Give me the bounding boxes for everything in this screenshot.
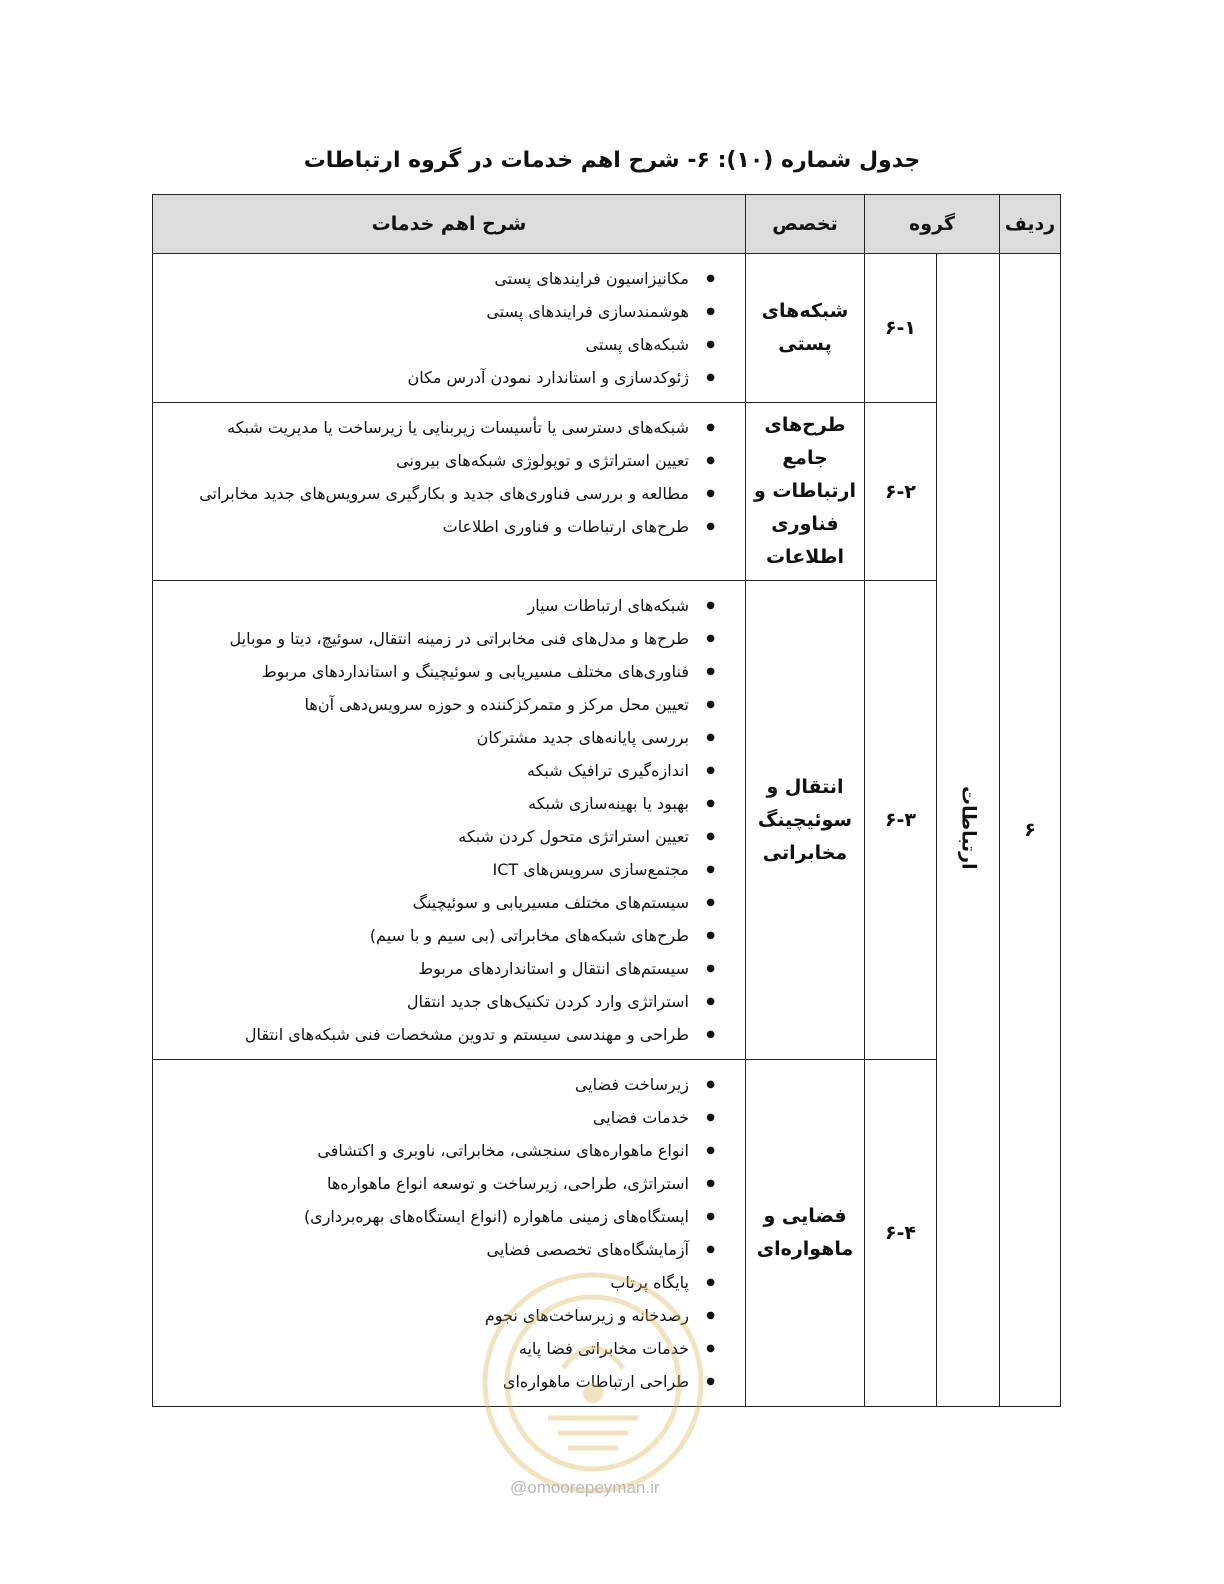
specialty-line: جامع	[782, 447, 828, 469]
list-item: ● اندازه‌گیری ترافیک شبکه	[163, 754, 715, 787]
specialty-line: انتقال و	[766, 775, 844, 798]
specialty-line: فضایی و	[763, 1205, 847, 1227]
description-cell	[153, 581, 746, 1060]
description-cell	[153, 1060, 746, 1407]
services-list	[163, 1068, 715, 1398]
specialty-line: ماهواره‌ای	[756, 1238, 854, 1260]
specialty-cell	[746, 254, 865, 403]
list-item: ● انواع ماهواره‌های سنجشی، مخابراتی، ناوبری و اکتشافی	[163, 1134, 715, 1167]
list-item: ● ایستگاه‌های زمینی ماهواره (انواع ایستگاه‌های بهره‌برداری)	[163, 1200, 715, 1233]
list-item: ● طرح‌ها و مدل‌های فنی مخابراتی در زمینه انتقال، سوئیچ، دیتا و موبایل	[163, 622, 715, 655]
description-cell	[153, 403, 746, 581]
list-item: ● شبکه‌های ارتباطات سیار	[163, 589, 715, 622]
specialty-cell	[746, 403, 865, 581]
list-item: ● ژئوکدسازی و استاندارد نمودن آدرس مکان	[163, 361, 715, 394]
list-item: ● استراتژی، طراحی، زیرساخت و توسعه انواع ماهواره‌ها	[163, 1167, 715, 1200]
watermark-url: @omoorepeyman.ir	[510, 1478, 660, 1497]
list-item: ● طراحی ارتباطات ماهواره‌ای	[163, 1365, 715, 1398]
header-radif: ردیف	[1000, 195, 1061, 254]
goroh-name: ارتباطات	[957, 785, 980, 870]
services-list	[163, 262, 715, 394]
table-body	[153, 254, 1061, 1407]
list-item: ● تعیین محل مرکز و متمرکزکننده و حوزه سرویس‌دهی آن‌ها	[163, 688, 715, 721]
specialty-line: پستی	[778, 333, 832, 355]
list-item: ● پایگاه پرتاب	[163, 1266, 715, 1299]
list-item: ● زیرساخت فضایی	[163, 1068, 715, 1101]
list-item: ● شبکه‌های دسترسی یا تأسیسات زیربنایی یا زیرساخت یا مدیریت شبکه	[163, 411, 715, 444]
list-item: ● خدمات مخابراتی فضا پایه	[163, 1332, 715, 1365]
code-cell: ۶-۳	[865, 581, 937, 1060]
list-item: ● طراحی و مهندسی سیستم و تدوین مشخصات فنی شبکه‌های انتقال	[163, 1018, 715, 1051]
table-row	[153, 581, 1061, 1060]
list-item: ● فناوری‌های مختلف مسیریابی و سوئیچینگ و استانداردهای مربوط	[163, 655, 715, 688]
code-cell: ۶-۱	[865, 254, 937, 403]
list-item: ● سیستم‌های مختلف مسیریابی و سوئیچینگ	[163, 886, 715, 919]
specialty-line: فناوری	[771, 513, 839, 535]
services-list	[163, 589, 715, 1051]
list-item: ● بررسی پایانه‌های جدید مشترکان	[163, 721, 715, 754]
list-item: ● آزمایشگاه‌های تخصصی فضایی	[163, 1233, 715, 1266]
list-item: ● طرح‌های ارتباطات و فناوری اطلاعات	[163, 510, 715, 543]
list-item: ● شبکه‌های پستی	[163, 328, 715, 361]
header-goroh: گروه	[865, 195, 1000, 254]
table-header-row	[153, 195, 1061, 254]
goroh-cell	[937, 254, 1000, 1407]
specialty-line: طرح‌های	[764, 414, 846, 436]
specialty-cell	[746, 1060, 865, 1407]
list-item: ● طرح‌های شبکه‌های مخابراتی (بی سیم و با سیم)	[163, 919, 715, 952]
list-item: ● تعیین استراتژی و توپولوژی شبکه‌های بیرونی	[163, 444, 715, 477]
services-list	[163, 411, 715, 543]
page-title: جدول شماره (۱۰): ۶- شرح اهم خدمات در گروه ارتباطات	[303, 148, 921, 173]
table-row	[153, 1060, 1061, 1407]
specialty-line: شبکه‌های	[761, 300, 849, 322]
list-item: ● تعیین استراتژی متحول کردن شبکه	[163, 820, 715, 853]
list-item: ● مجتمع‌سازی سرویس‌های ICT	[163, 853, 715, 886]
services-table	[152, 194, 1061, 1407]
specialty-line: اطلاعات	[765, 546, 845, 568]
header-sharh: شرح اهم خدمات	[153, 195, 746, 254]
table-row	[153, 403, 1061, 581]
list-item: ● خدمات فضایی	[163, 1101, 715, 1134]
list-item: ● مطالعه و بررسی فناوری‌های جدید و بکارگیری سرویس‌های جدید مخابراتی	[163, 477, 715, 510]
code-cell: ۶-۴	[865, 1060, 937, 1407]
radif-cell: ۶	[1000, 254, 1061, 1407]
list-item: ● بهبود یا بهینه‌سازی شبکه	[163, 787, 715, 820]
table-row	[153, 254, 1061, 403]
list-item: ● هوشمندسازی فرایندهای پستی	[163, 295, 715, 328]
list-item: ● رصدخانه و زیرساخت‌های نجوم	[163, 1299, 715, 1332]
specialty-cell	[746, 581, 865, 1060]
list-item: ● استراتژی وارد کردن تکنیک‌های جدید انتقال	[163, 985, 715, 1018]
specialty-line: مخابراتی	[762, 841, 848, 864]
code-cell: ۶-۲	[865, 403, 937, 581]
header-takhasos: تخصص	[746, 195, 865, 254]
list-item: ● مکانیزاسیون فرایندهای پستی	[163, 262, 715, 295]
specialty-line: سوئیچینگ	[757, 808, 853, 831]
specialty-line: ارتباطات و	[753, 480, 857, 502]
list-item: ● سیستم‌های انتقال و استانداردهای مربوط	[163, 952, 715, 985]
description-cell	[153, 254, 746, 403]
